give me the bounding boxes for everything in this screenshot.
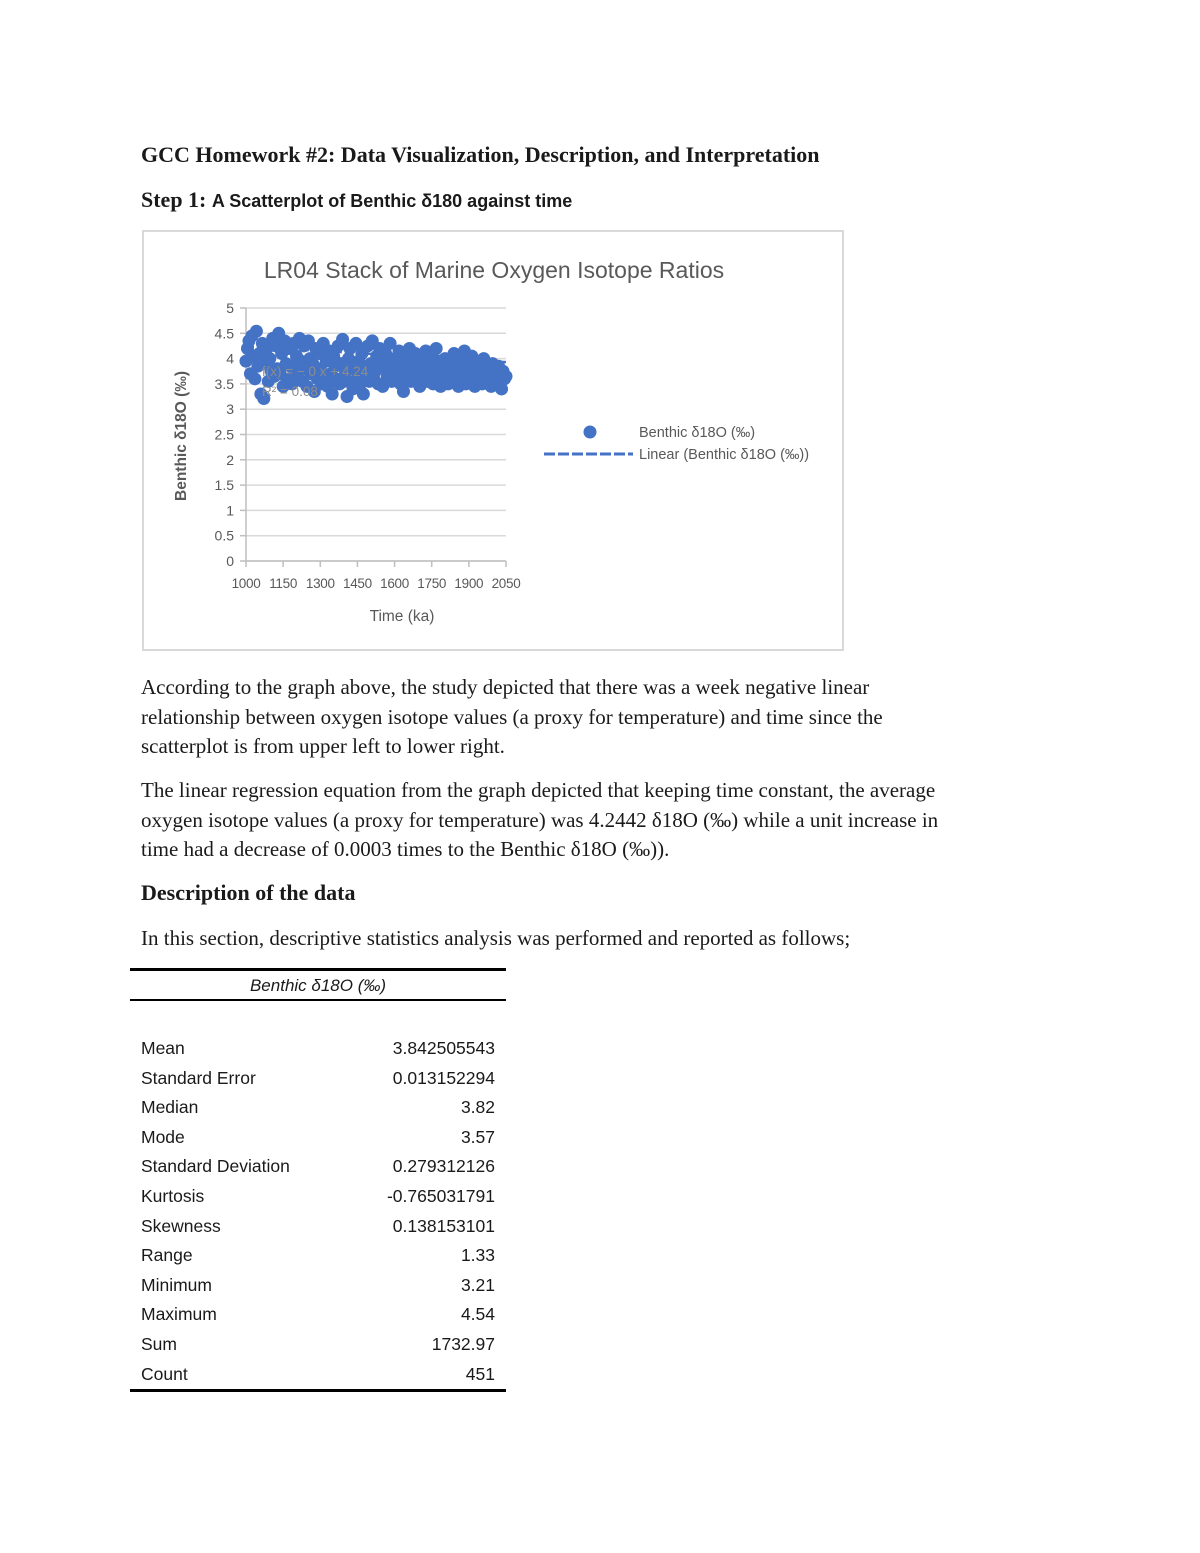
paragraph-regression	[141, 776, 1051, 865]
data-point	[248, 372, 261, 385]
x-tick-label: 1750	[417, 576, 447, 591]
paragraph2-line1: The linear regression equation from the graph depicted that keeping time constant, the average	[141, 778, 936, 802]
legend-entry-trendline: Linear (Benthic δ18O (‰))	[639, 447, 810, 463]
x-tick-label: 1150	[269, 576, 298, 591]
trendline-equation: f(x) = − 0 x + 4.24	[262, 364, 369, 379]
page-title: GCC Homework #2: Data Visualization, Description, and Interpretation	[141, 142, 820, 167]
stat-label: Mean	[141, 1038, 185, 1058]
table-row	[130, 1300, 506, 1330]
y-tick-label: 3.5	[214, 375, 234, 392]
stat-label: Median	[141, 1097, 199, 1118]
y-tick-label: 2	[226, 451, 234, 468]
stat-value: 0.138153101	[392, 1215, 495, 1236]
x-tick-label: 1900	[454, 576, 484, 591]
table-row	[130, 1034, 506, 1064]
chart-title: LR04 Stack of Marine Oxygen Isotope Ratios	[263, 257, 725, 283]
stat-label: Standard Error	[141, 1067, 256, 1088]
x-tick-label: 2050	[491, 576, 521, 591]
y-tick-label: 3	[226, 401, 234, 418]
stat-value: 3.57	[460, 1126, 495, 1147]
stat-label: Minimum	[141, 1274, 212, 1295]
descriptive-stats-table	[130, 968, 506, 1392]
y-tick-label: 1.5	[214, 477, 234, 494]
description-heading: Description of the data	[141, 880, 356, 905]
table-row	[130, 1330, 506, 1360]
legend-entry-series: Benthic δ18O (‰)	[639, 425, 756, 441]
x-tick-label: 1600	[380, 576, 409, 591]
y-tick-label: 5	[226, 300, 234, 316]
x-tick-label: 1000	[231, 576, 261, 591]
table-caption: Benthic δ18O (‰)	[249, 976, 387, 995]
paragraph-interpretation	[141, 673, 1051, 762]
y-tick-label: 4	[226, 350, 234, 367]
table-row	[130, 1271, 506, 1301]
x-tick-label: 1450	[343, 576, 372, 591]
stat-label: Range	[141, 1245, 193, 1266]
stat-value: 451	[465, 1363, 495, 1384]
table-bottom-rule	[130, 1389, 506, 1392]
stat-value: -0.765031791	[386, 1185, 495, 1206]
y-axis-label: Benthic δ18O (‰)	[173, 371, 190, 501]
stat-value: 0.279312126	[392, 1156, 495, 1177]
stat-label: Mode	[141, 1126, 185, 1147]
paragraph2-line2: oxygen isotope values (a proxy for temperature) was 4.2442 δ18O (‰) while a unit increase in	[141, 807, 939, 832]
stat-value: 4.54	[460, 1304, 495, 1325]
y-tick-label: 0	[226, 553, 234, 569]
data-point	[500, 370, 513, 383]
stat-value: 0.013152294	[392, 1067, 495, 1088]
paragraph1-line3: scatterplot is from upper left to lower right.	[141, 734, 505, 758]
paragraph1-line2: relationship between oxygen isotope values (a proxy for temperature) and time since the	[141, 704, 883, 729]
stat-label: Kurtosis	[141, 1185, 205, 1206]
stat-value: 3.21	[460, 1274, 495, 1295]
scatter-chart	[144, 232, 842, 649]
table-spacer	[130, 1001, 506, 1034]
table-row	[130, 1093, 506, 1123]
step1-description: A Scatterplot of Benthic δ180 against time	[211, 191, 573, 211]
paragraph1-line1: According to the graph above, the study depicted that there was a week negative linear	[141, 675, 870, 699]
x-axis-label: Time (ka)	[369, 608, 435, 625]
trendline-r2: R² = 0.08	[262, 384, 318, 399]
table-body	[130, 1034, 506, 1389]
data-point	[357, 388, 370, 401]
stat-label: Standard Deviation	[141, 1156, 290, 1177]
data-point	[250, 325, 263, 338]
y-tick-label: 0.5	[214, 527, 234, 544]
stat-value: 3.842505543	[392, 1038, 495, 1058]
table-row	[130, 1182, 506, 1212]
stat-label: Sum	[141, 1333, 177, 1354]
table-row	[130, 1360, 506, 1390]
y-tick-label: 2.5	[214, 426, 234, 443]
stat-label: Maximum	[141, 1304, 217, 1325]
paragraph-descriptive-intro: In this section, descriptive statistics analysis was performed and reported as follows;	[141, 926, 851, 950]
stat-label: Skewness	[141, 1215, 221, 1236]
stat-value: 1732.97	[431, 1333, 495, 1354]
table-row	[130, 1064, 506, 1094]
y-tick-label: 4.5	[214, 325, 234, 342]
paragraph2-line3: time had a decrease of 0.0003 times to the Benthic δ18O (‰)).	[141, 837, 670, 861]
step1-heading	[141, 187, 572, 213]
table-row	[130, 1123, 506, 1153]
data-point	[430, 342, 443, 355]
legend-marker-scatter	[584, 426, 597, 439]
y-tick-label: 1	[226, 502, 234, 519]
stat-value: 1.33	[460, 1245, 495, 1266]
stat-value: 3.82	[460, 1097, 495, 1118]
step1-lead: Step 1:	[141, 187, 207, 212]
table-row	[130, 1152, 506, 1182]
chart-container	[142, 230, 844, 651]
table-row	[130, 1212, 506, 1242]
stat-label: Count	[141, 1363, 188, 1384]
table-row	[130, 1241, 506, 1271]
x-tick-label: 1300	[305, 576, 335, 591]
